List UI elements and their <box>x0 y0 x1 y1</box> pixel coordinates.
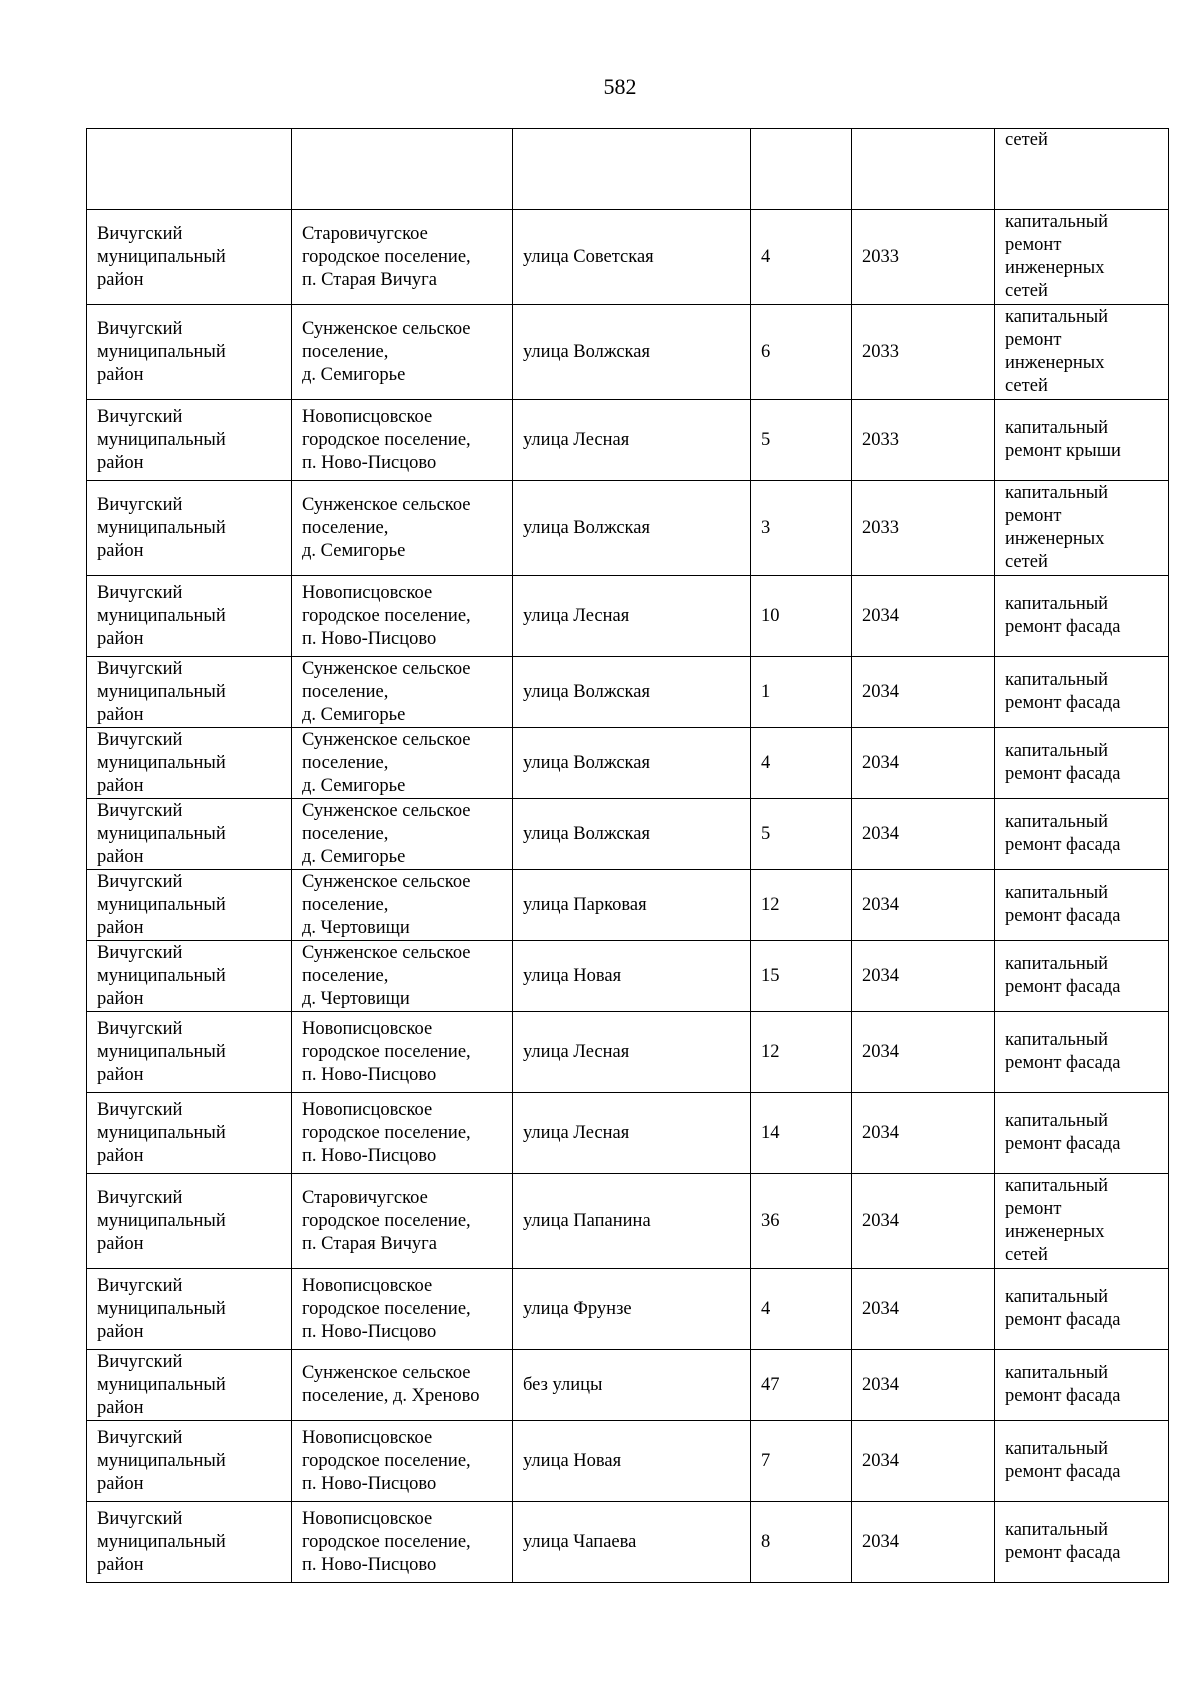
cell-district <box>87 1421 292 1502</box>
cell-street-text: улица Лесная <box>523 1122 630 1143</box>
cell-work-type-text: капитальный ремонт фасада <box>1005 883 1121 926</box>
cell-work-type <box>995 1269 1169 1350</box>
cell-district <box>87 1012 292 1093</box>
cell-year <box>852 1269 995 1350</box>
cell-district <box>87 576 292 657</box>
cell-year-text: 2034 <box>862 681 899 702</box>
cell-house-number <box>751 799 852 870</box>
cell-settlement <box>292 728 513 799</box>
cell-year <box>852 941 995 1012</box>
cell-settlement-text: Сунженское сельское поселение, д. Хреново <box>302 1363 480 1406</box>
cell-work-type-text: сетей <box>1005 130 1048 150</box>
cell-house-number-text: 4 <box>761 752 771 773</box>
cell-work-type-text: капитальный ремонт фасада <box>1005 670 1121 713</box>
cell-settlement <box>292 305 513 400</box>
cell-settlement-text: Новописцовское городское поселение, п. Ново-Писцово <box>302 406 471 473</box>
table-row <box>87 1174 1169 1269</box>
cell-district <box>87 728 292 799</box>
cell-street <box>513 1012 751 1093</box>
cell-house-number-text: 3 <box>761 517 771 538</box>
table-row <box>87 1093 1169 1174</box>
table-row <box>87 481 1169 576</box>
cell-house-number <box>751 305 852 400</box>
cell-year-text: 2034 <box>862 605 899 626</box>
cell-work-type <box>995 941 1169 1012</box>
cell-year-text: 2034 <box>862 823 899 844</box>
cell-year <box>852 870 995 941</box>
cell-house-number <box>751 941 852 1012</box>
cell-house-number <box>751 1093 852 1174</box>
cell-settlement <box>292 210 513 305</box>
cell-settlement <box>292 657 513 728</box>
cell-house-number <box>751 1350 852 1421</box>
cell-house-number-text: 6 <box>761 341 771 362</box>
cell-district <box>87 129 292 210</box>
cell-house-number <box>751 210 852 305</box>
cell-house-number <box>751 1502 852 1583</box>
cell-work-type-text: капитальный ремонт фасада <box>1005 1111 1121 1154</box>
cell-district-text: Вичугский муниципальный район <box>97 1018 226 1085</box>
table-row <box>87 1012 1169 1093</box>
cell-work-type-text: капитальный ремонт фасада <box>1005 1030 1121 1073</box>
cell-settlement-text: Новописцовское городское поселение, п. Ново-Писцово <box>302 1508 471 1575</box>
cell-work-type <box>995 1012 1169 1093</box>
cell-year <box>852 305 995 400</box>
cell-work-type <box>995 129 1169 210</box>
table-row <box>87 941 1169 1012</box>
cell-year <box>852 657 995 728</box>
cell-year-text: 2033 <box>862 246 899 267</box>
cell-work-type <box>995 1502 1169 1583</box>
cell-street <box>513 1269 751 1350</box>
cell-year <box>852 481 995 576</box>
cell-work-type <box>995 576 1169 657</box>
cell-work-type <box>995 657 1169 728</box>
table-row <box>87 870 1169 941</box>
cell-district <box>87 1269 292 1350</box>
cell-settlement-text: Старовичугское городское поселение, п. Старая Вичуга <box>302 1187 471 1254</box>
cell-year-text: 2033 <box>862 517 899 538</box>
cell-street <box>513 305 751 400</box>
cell-street-text: улица Лесная <box>523 1041 630 1062</box>
cell-house-number-text: 7 <box>761 1450 771 1471</box>
cell-settlement-text: Сунженское сельское поселение, д. Семигорье <box>302 494 471 561</box>
table-row <box>87 1421 1169 1502</box>
cell-house-number <box>751 129 852 210</box>
cell-settlement-text: Старовичугское городское поселение, п. Старая Вичуга <box>302 223 471 290</box>
cell-street <box>513 1174 751 1269</box>
table-row-continuation <box>87 129 1169 210</box>
table-row <box>87 1269 1169 1350</box>
cell-street <box>513 799 751 870</box>
cell-district <box>87 481 292 576</box>
cell-street-text: улица Новая <box>523 1450 622 1471</box>
cell-work-type <box>995 1350 1169 1421</box>
cell-year <box>852 1093 995 1174</box>
cell-street <box>513 400 751 481</box>
cell-house-number-text: 47 <box>761 1374 780 1395</box>
cell-year-text: 2034 <box>862 1041 899 1062</box>
cell-work-type-text: капитальный ремонт фасада <box>1005 954 1121 997</box>
cell-street-text: улица Волжская <box>523 341 650 362</box>
cell-settlement <box>292 1012 513 1093</box>
cell-district-text: Вичугский муниципальный район <box>97 494 226 561</box>
cell-work-type <box>995 1093 1169 1174</box>
cell-work-type-text: капитальный ремонт фасада <box>1005 1363 1121 1406</box>
cell-settlement <box>292 870 513 941</box>
cell-district <box>87 305 292 400</box>
cell-house-number <box>751 1012 852 1093</box>
cell-work-type <box>995 1174 1169 1269</box>
cell-settlement <box>292 1174 513 1269</box>
cell-settlement <box>292 481 513 576</box>
cell-house-number-text: 5 <box>761 429 771 450</box>
cell-work-type <box>995 1421 1169 1502</box>
cell-year-text: 2034 <box>862 1531 899 1552</box>
cell-street-text: улица Лесная <box>523 605 630 626</box>
cell-house-number <box>751 576 852 657</box>
cell-settlement <box>292 400 513 481</box>
cell-district <box>87 657 292 728</box>
cell-year-text: 2034 <box>862 1210 899 1231</box>
cell-settlement <box>292 1421 513 1502</box>
cell-district-text: Вичугский муниципальный район <box>97 871 226 938</box>
cell-street <box>513 576 751 657</box>
table-row <box>87 728 1169 799</box>
cell-house-number-text: 12 <box>761 894 780 915</box>
cell-settlement-text: Новописцовское городское поселение, п. Ново-Писцово <box>302 1018 471 1085</box>
cell-house-number-text: 10 <box>761 605 780 626</box>
cell-work-type-text: капитальный ремонт инженерных сетей <box>1005 1176 1109 1265</box>
cell-settlement-text: Новописцовское городское поселение, п. Ново-Писцово <box>302 1427 471 1494</box>
cell-year <box>852 210 995 305</box>
cell-street-text: улица Папанина <box>523 1210 651 1231</box>
cell-district <box>87 799 292 870</box>
cell-settlement-text: Новописцовское городское поселение, п. Ново-Писцово <box>302 1275 471 1342</box>
cell-work-type <box>995 481 1169 576</box>
cell-work-type-text: капитальный ремонт фасада <box>1005 1287 1121 1330</box>
table-row <box>87 799 1169 870</box>
cell-district-text: Вичугский муниципальный район <box>97 1508 226 1575</box>
cell-district <box>87 210 292 305</box>
cell-work-type-text: капитальный ремонт инженерных сетей <box>1005 307 1109 396</box>
cell-house-number-text: 4 <box>761 246 771 267</box>
cell-street <box>513 657 751 728</box>
cell-street-text: улица Фрунзе <box>523 1298 632 1319</box>
cell-house-number-text: 8 <box>761 1531 771 1552</box>
cell-street-text: улица Волжская <box>523 823 650 844</box>
cell-street-text: улица Волжская <box>523 752 650 773</box>
cell-year <box>852 1421 995 1502</box>
cell-district-text: Вичугский муниципальный район <box>97 406 226 473</box>
cell-settlement-text: Сунженское сельское поселение, д. Семигорье <box>302 800 471 867</box>
table-body <box>87 129 1169 1583</box>
cell-work-type-text: капитальный ремонт фасада <box>1005 594 1121 637</box>
cell-street <box>513 1502 751 1583</box>
cell-year <box>852 400 995 481</box>
cell-settlement-text: Сунженское сельское поселение, д. Семигорье <box>302 658 471 725</box>
cell-year-text: 2034 <box>862 752 899 773</box>
cell-street <box>513 941 751 1012</box>
cell-house-number <box>751 400 852 481</box>
cell-year-text: 2034 <box>862 1122 899 1143</box>
cell-house-number-text: 4 <box>761 1298 771 1319</box>
cell-street-text: улица Парковая <box>523 894 647 915</box>
cell-house-number-text: 15 <box>761 965 780 986</box>
cell-district <box>87 870 292 941</box>
cell-settlement <box>292 1093 513 1174</box>
cell-work-type <box>995 728 1169 799</box>
table-row <box>87 400 1169 481</box>
cell-street <box>513 870 751 941</box>
cell-work-type <box>995 870 1169 941</box>
cell-year-text: 2034 <box>862 1298 899 1319</box>
cell-year <box>852 1012 995 1093</box>
cell-district-text: Вичугский муниципальный район <box>97 318 226 385</box>
cell-settlement <box>292 129 513 210</box>
cell-district-text: Вичугский муниципальный район <box>97 223 226 290</box>
cell-house-number <box>751 1174 852 1269</box>
cell-district-text: Вичугский муниципальный район <box>97 1427 226 1494</box>
cell-street <box>513 1350 751 1421</box>
cell-year-text: 2034 <box>862 894 899 915</box>
cell-work-type-text: капитальный ремонт фасада <box>1005 1439 1121 1482</box>
cell-settlement <box>292 576 513 657</box>
cell-year <box>852 129 995 210</box>
cell-work-type <box>995 799 1169 870</box>
cell-work-type-text: капитальный ремонт крыши <box>1005 418 1121 461</box>
cell-street <box>513 728 751 799</box>
cell-year-text: 2033 <box>862 341 899 362</box>
cell-house-number-text: 36 <box>761 1210 780 1231</box>
table-row <box>87 657 1169 728</box>
cell-settlement-text: Сунженское сельское поселение, д. Семигорье <box>302 318 471 385</box>
cell-settlement-text: Новописцовское городское поселение, п. Ново-Писцово <box>302 1099 471 1166</box>
cell-work-type-text: капитальный ремонт инженерных сетей <box>1005 212 1109 301</box>
cell-street <box>513 481 751 576</box>
cell-street-text: улица Советская <box>523 246 654 267</box>
cell-street <box>513 1421 751 1502</box>
cell-house-number-text: 1 <box>761 681 771 702</box>
cell-work-type <box>995 305 1169 400</box>
cell-district-text: Вичугский муниципальный район <box>97 1275 226 1342</box>
cell-year <box>852 1350 995 1421</box>
cell-work-type-text: капитальный ремонт фасада <box>1005 1520 1121 1563</box>
cell-district <box>87 1174 292 1269</box>
table-row <box>87 305 1169 400</box>
cell-house-number <box>751 657 852 728</box>
cell-street <box>513 129 751 210</box>
cell-district <box>87 1502 292 1583</box>
cell-year <box>852 728 995 799</box>
cell-year-text: 2034 <box>862 1450 899 1471</box>
cell-house-number <box>751 870 852 941</box>
cell-settlement-text: Сунженское сельское поселение, д. Чертовищи <box>302 871 471 938</box>
cell-settlement <box>292 941 513 1012</box>
cell-settlement <box>292 799 513 870</box>
cell-house-number-text: 14 <box>761 1122 780 1143</box>
cell-year <box>852 576 995 657</box>
cell-year <box>852 1174 995 1269</box>
cell-street-text: улица Лесная <box>523 429 630 450</box>
table-row <box>87 210 1169 305</box>
cell-work-type <box>995 400 1169 481</box>
cell-year-text: 2034 <box>862 1374 899 1395</box>
cell-settlement-text: Сунженское сельское поселение, д. Чертовищи <box>302 942 471 1009</box>
cell-settlement <box>292 1502 513 1583</box>
cell-house-number <box>751 1421 852 1502</box>
cell-year-text: 2034 <box>862 965 899 986</box>
cell-district-text: Вичугский муниципальный район <box>97 1187 226 1254</box>
cell-district-text: Вичугский муниципальный район <box>97 942 226 1009</box>
cell-house-number <box>751 1269 852 1350</box>
cell-house-number <box>751 481 852 576</box>
cell-district-text: Вичугский муниципальный район <box>97 800 226 867</box>
cell-house-number-text: 5 <box>761 823 771 844</box>
cell-district <box>87 941 292 1012</box>
cell-work-type <box>995 210 1169 305</box>
cell-district-text: Вичугский муниципальный район <box>97 582 226 649</box>
cell-street-text: без улицы <box>523 1374 603 1395</box>
cell-district-text: Вичугский муниципальный район <box>97 658 226 725</box>
cell-street-text: улица Чапаева <box>523 1531 637 1552</box>
page-number: 582 <box>603 74 637 99</box>
cell-work-type-text: капитальный ремонт инженерных сетей <box>1005 483 1109 572</box>
works-table <box>86 128 1169 1583</box>
cell-district <box>87 400 292 481</box>
table-row <box>87 1502 1169 1583</box>
cell-district-text: Вичугский муниципальный район <box>97 729 226 796</box>
cell-street <box>513 1093 751 1174</box>
cell-settlement <box>292 1350 513 1421</box>
cell-settlement <box>292 1269 513 1350</box>
cell-district <box>87 1350 292 1421</box>
cell-year-text: 2033 <box>862 429 899 450</box>
cell-street <box>513 210 751 305</box>
cell-settlement-text: Новописцовское городское поселение, п. Ново-Писцово <box>302 582 471 649</box>
cell-street-text: улица Новая <box>523 965 622 986</box>
cell-work-type-text: капитальный ремонт фасада <box>1005 741 1121 784</box>
cell-district <box>87 1093 292 1174</box>
cell-year <box>852 799 995 870</box>
cell-settlement-text: Сунженское сельское поселение, д. Семигорье <box>302 729 471 796</box>
table-row <box>87 1350 1169 1421</box>
cell-district-text: Вичугский муниципальный район <box>97 1099 226 1166</box>
cell-district-text: Вичугский муниципальный район <box>97 1351 226 1418</box>
cell-house-number <box>751 728 852 799</box>
cell-house-number-text: 12 <box>761 1041 780 1062</box>
table-row <box>87 576 1169 657</box>
cell-year <box>852 1502 995 1583</box>
cell-street-text: улица Волжская <box>523 681 650 702</box>
cell-street-text: улица Волжская <box>523 517 650 538</box>
cell-work-type-text: капитальный ремонт фасада <box>1005 812 1121 855</box>
